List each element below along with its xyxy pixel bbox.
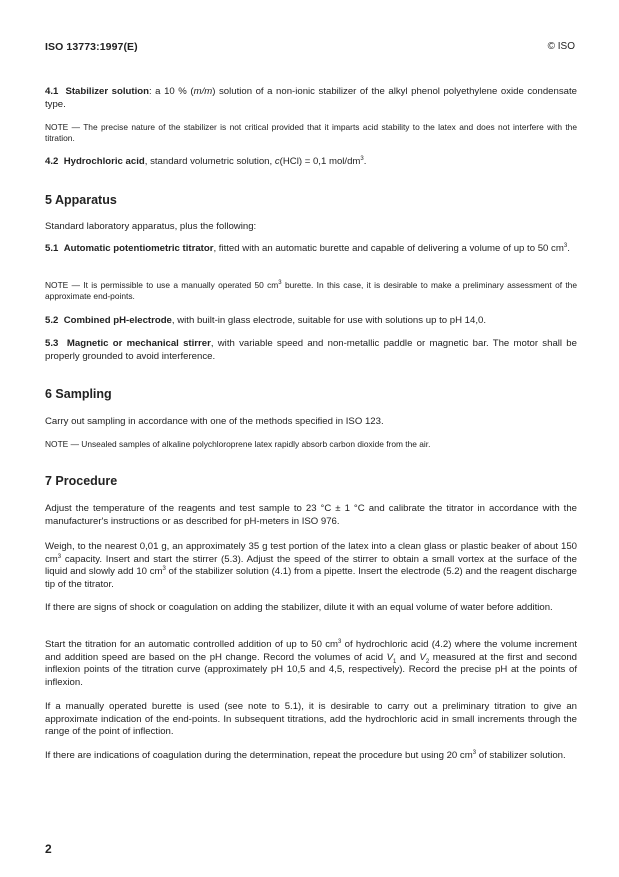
text-span: Start the titration for an automatic controlled addition of up to 50 cm <box>45 639 338 650</box>
italic-text: V <box>386 651 394 663</box>
text-span: ) solution of a non-ionic stabilizer of the alkyl phenol polyethylene oxide condensate type. <box>45 86 577 110</box>
text-span: , with built-in glass electrode, suitable for use with solutions up to pH 14,0. <box>171 315 487 326</box>
subclause-title: Automatic potentiometric titrator <box>63 243 214 254</box>
procedure-paragraph-2 <box>45 541 577 591</box>
subclause-4-1 <box>45 86 577 111</box>
text-span: , standard volumetric solution, <box>144 156 275 167</box>
subclause-number: 4.1 <box>45 86 59 97</box>
document-id: ISO 13773:1997(E) <box>45 41 138 53</box>
procedure-paragraph-1: Adjust the temperature of the reagents and test sample to 23 °C ± 1 °C and calibrate the titrator in accordance with the manufacturer's instructions or as described for pH-meters in ISO 976. <box>45 503 577 527</box>
superscript: 3 <box>162 565 166 572</box>
text-span: , with variable speed and non-metallic paddle or magnetic bar. The motor shall be properly grounded to avoid interference. <box>45 338 577 362</box>
superscript: 3 <box>563 242 568 249</box>
text-span: NOTE — It is permissible to use a manually operated 50 cm <box>45 280 279 290</box>
page-header <box>45 41 575 55</box>
subclause-4-2 <box>45 156 577 169</box>
note-5-1 <box>45 280 577 302</box>
text-span: of stabilizer solution. <box>476 750 566 761</box>
text-span: . <box>567 243 570 254</box>
subclause-5-1 <box>45 243 577 256</box>
subclause-number: 5.3 <box>45 338 59 349</box>
note-4-1: NOTE — The precise nature of the stabilizer is not critical provided that it imparts acid stability to the latex and does not interfere with the titration. <box>45 122 577 143</box>
subclause-title: Combined pH-electrode <box>63 315 172 326</box>
superscript: 3 <box>278 280 282 287</box>
procedure-paragraph-4 <box>45 639 577 689</box>
procedure-paragraph-5: If a manually operated burette is used (see note to 5.1), it is desirable to carry out a preliminary titration to give an approximate indication of the end-points. In subsequent titrations, add the hydrochloric acid in small increments through the range of the point of inflection. <box>45 701 577 737</box>
superscript: 3 <box>57 553 62 560</box>
text-span: Weigh, to the nearest 0,01 g, an approximately 35 g test portion of the latex into a clean glass or plastic beaker of about 150 cm <box>45 541 577 565</box>
subscript: 2 <box>425 658 430 665</box>
procedure-paragraph-3: If there are signs of shock or coagulation on adding the stabilizer, dilute it with an equal volume of water before addition. <box>45 602 553 613</box>
subclause-number: 5.1 <box>45 243 59 254</box>
copyright-notice: © ISO <box>547 41 575 52</box>
apparatus-intro: Standard laboratory apparatus, plus the following: <box>45 221 257 232</box>
text-span: : a 10 % ( <box>148 86 194 97</box>
text-span: If there are indications of coagulation during the determination, repeat the procedure but using 20 cm <box>45 750 473 761</box>
subclause-title: Magnetic or mechanical stirrer <box>66 338 211 349</box>
section-heading-apparatus: 5 Apparatus <box>45 193 117 207</box>
text-span: of the stabilizer solution (4.1) from a pipette. Insert the electrode (5.2) and the reagent discharge tip of the titrator. <box>45 566 577 590</box>
subclause-number: 5.2 <box>45 315 59 326</box>
note-sampling: NOTE — Unsealed samples of alkaline polychloroprene latex rapidly absorb carbon dioxide from the air. <box>45 439 431 449</box>
page-number: 2 <box>45 842 52 856</box>
text-span: . <box>363 156 367 167</box>
text-span: of hydrochloric acid (4.2) where the volume increment and addition speed are based on the pH change. Record the volumes of acid <box>45 639 577 663</box>
section-heading-procedure: 7 Procedure <box>45 474 118 488</box>
italic-text: V <box>419 651 426 663</box>
subscript: 1 <box>393 658 397 665</box>
superscript: 3 <box>360 155 364 162</box>
subclause-5-3 <box>45 338 577 363</box>
italic-text: c <box>274 156 280 167</box>
subclause-5-2 <box>45 315 577 328</box>
text-span: , fitted with an automatic burette and capable of delivering a volume of up to 50 cm <box>213 243 564 254</box>
section-heading-sampling: 6 Sampling <box>45 387 112 401</box>
text-span: capacity. Insert and start the stirrer (5.3). Adjust the speed of the stirrer to obtain a small vortex at the surface of the liquid and slowly add 10 cm <box>45 553 577 577</box>
text-span: (HCl) = 0,1 mol/dm <box>279 156 361 167</box>
subclause-title: Hydrochloric acid <box>63 156 145 167</box>
superscript: 3 <box>338 638 342 645</box>
text-span: and <box>396 651 420 663</box>
text-span: burette. In this case, it is desirable to make a preliminary assessment of the approximate end-points. <box>45 280 577 301</box>
procedure-paragraph-6 <box>45 750 577 763</box>
subclause-title: Stabilizer solution <box>65 86 149 97</box>
subclause-number: 4.2 <box>45 156 59 167</box>
superscript: 3 <box>472 749 477 756</box>
sampling-text: Carry out sampling in accordance with one of the methods specified in ISO 123. <box>45 416 384 427</box>
text-span: measured at the first and second inflexion points of the titration curve (approximately pH 10,5 and 4,5, respectively). Record the precise pH at the points of inflexion. <box>45 651 578 688</box>
italic-text: m/m <box>193 86 213 97</box>
